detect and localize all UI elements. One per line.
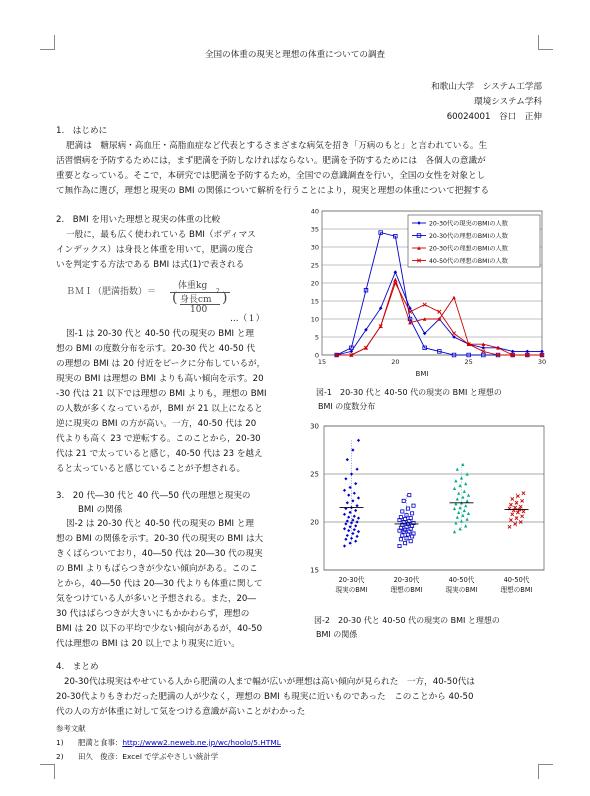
- section3-body-line: とから，40―50 代は 20―30 代よりも体重に関して: [56, 579, 263, 589]
- formula-number: …（１）: [230, 314, 265, 324]
- figure1-y-tick-label: 15: [310, 297, 319, 306]
- references-heading: 参考文献: [56, 724, 86, 733]
- formula-denominator: 身長cm: [180, 295, 212, 305]
- formula-exponent: 2: [216, 288, 220, 295]
- figure2-category-label: 20-30代: [338, 576, 365, 584]
- figure1-x-axis-label: BMI: [415, 370, 429, 378]
- section1-line: 活習慣病を予防するためには，まず肥満を予防しなければならない。肥満を予防するためには 各個人の意識が: [56, 156, 486, 166]
- section4-line: 20-30代よりもきわだった肥満の人が少なく，理想の BMI も現実に近いものであった このことから 40-50: [56, 692, 474, 702]
- section3-body-line: 図-2 は 20-30 代と 40-50 代の現実の BMI と理: [66, 519, 255, 529]
- figure2-y-tick-label: 20: [310, 518, 319, 527]
- figure1-y-tick-label: 30: [310, 243, 319, 252]
- references: [56, 722, 281, 764]
- figure1-y-tick-label: 35: [310, 225, 319, 234]
- section3-body-line: 想の BMI の関係を示す。20-30 代の現実の BMI は大: [56, 534, 264, 544]
- section4-body: [56, 675, 475, 720]
- figure2-caption: [314, 614, 500, 642]
- section2-body-line: 図-1 は 20-30 代と 40-50 代の現実の BMI と理: [66, 329, 255, 339]
- crop-mark-bottom-right: [538, 764, 553, 779]
- section3-heading: 3. 20 代―30 代と 40 代―50 代の理想と現実の: [56, 491, 251, 501]
- section3-body-line: BMI は 20 以下の平均で少ない傾向があるが，40-50: [56, 624, 263, 634]
- formula-paren-open: (: [172, 290, 178, 306]
- section2-body-line: の人数が多くなっているが，BMI が 21 以上になると: [56, 404, 263, 414]
- figure1-x-tick-label: 30: [537, 358, 547, 366]
- section2-intro: [56, 228, 256, 273]
- figure1-x-tick-label: 15: [317, 358, 327, 366]
- reference-label: 田久 俊彦：Excel で学ぶやさしい統計学: [77, 752, 219, 761]
- figure2-plot-area: [310, 423, 544, 595]
- figure2-y-tick-label: 25: [310, 470, 319, 479]
- figure1-caption-line: BMI の度数分布: [318, 402, 376, 411]
- figure1-plot-area: [311, 208, 546, 379]
- figure2-y-tick-label: 30: [310, 422, 319, 431]
- section2-body-line: 現実の BMI は理想の BMI よりも高い傾向を示す。20: [56, 374, 264, 384]
- figure2-category-label: 40-50代: [448, 576, 475, 584]
- formula-paren-close: ): [222, 290, 228, 306]
- section3-body-line: の BMI よりもばらつきが少ない傾向がある。このこ: [56, 564, 258, 574]
- section1-heading: 1. はじめに: [56, 126, 108, 136]
- formula-numerator: 体重kg: [178, 281, 208, 291]
- section3-body-line: 30 代はばらつきが大きいにもかかわらず，理想の: [56, 609, 250, 619]
- section1-line: て無作為に選び，理想と現実の BMI の関係について解析を行うことにより，現実と理想の体重について把握する: [56, 186, 490, 196]
- section2-body-line: ると太っていると感じていることが予想される。: [56, 464, 246, 474]
- section3-body-line: きくばらついており，40―50 代は 20―30 代の現実: [56, 549, 263, 559]
- section2-heading: 2. BMI を用いた理想と現実の体重の比較: [56, 215, 221, 225]
- section3-body-line: 気をつけている人が多いと予想される。また，20―: [56, 594, 256, 604]
- figure1-x-tick-label: 25: [464, 358, 473, 366]
- section1-body: [56, 139, 489, 199]
- section2-intro-line: いを判定する方法である BMI は式(1)で表される: [56, 260, 245, 270]
- crop-mark-bottom-left: [40, 764, 55, 779]
- section2-intro-line: 一般に，最も広く使われている BMI（ボディマス: [66, 230, 256, 240]
- figure1-legend-label: 20-30代の理想のBMIの人数: [429, 232, 508, 240]
- section2-body-line: -30 代は 21 以下では理想の BMI よりも，理想の BMI: [56, 389, 267, 399]
- section1-line: 重要となっている。そこで，本研究では肥満を予防するため，全国での意識調査を行い，全国の女性を対象とし: [56, 171, 486, 181]
- figure2-category-label: 理想のBMI: [390, 586, 423, 594]
- section1-line: 肥満は 糖尿病・高血圧・高脂血症など代表とするさまざまな病気を招き「万病のもと」と言われている。生: [66, 141, 488, 151]
- section2-body: [56, 327, 267, 477]
- figure2-caption-line: BMI の関係: [316, 630, 358, 639]
- author-department: 環境システム学科: [474, 97, 542, 107]
- figure2-scatter-chart: [300, 418, 550, 610]
- figure2-category-label: 40-50代: [503, 576, 530, 584]
- figure2-category-label: 現実のBMI: [445, 586, 478, 594]
- figure1-x-tick-label: 20: [391, 358, 400, 366]
- author-affiliation: 和歌山大学 システム工学部: [431, 82, 542, 92]
- figure2-category-label: 現実のBMI: [335, 586, 368, 594]
- formula-divisor: 100: [190, 305, 208, 315]
- paper-title: 全国の体重の現実と理想の体重についての調査: [204, 50, 386, 60]
- section4-heading: 4. まとめ: [56, 662, 99, 672]
- figure2-caption-line: 図-2 20-30 代と 40-50 代の現実の BMI と理想の: [314, 616, 500, 625]
- section3-body: [56, 517, 263, 652]
- reference-label: 肥満と食事：: [77, 738, 123, 747]
- reference-item: [56, 750, 281, 764]
- author-student: 60024001 谷口 正伸: [446, 112, 542, 122]
- figure1-y-tick-label: 0: [314, 351, 319, 360]
- section2-body-line: 想の BMI の度数分布を示す。20-30 代と 40-50 代: [56, 344, 256, 354]
- figure1-legend-label: 20-30代の現実のBMIの人数: [429, 220, 508, 228]
- figure1-line-chart: [300, 203, 550, 385]
- figure2-category-label: 理想のBMI: [500, 586, 533, 594]
- figure1-legend-label: 40-50代の理想のBMIの人数: [429, 257, 508, 265]
- section2-body-line: 代は 21 で太っていると感じ，40-50 代は 23 を越え: [56, 449, 263, 459]
- section4-line: 代の人の方が体重に対して気をつける意識が高いことがわかった: [56, 707, 306, 717]
- reference-number: 1): [56, 738, 64, 747]
- section3-heading-cont: BMI の関係: [78, 505, 123, 515]
- section2-body-line: の理想の BMI は 20 付近をピークに分布しているが，: [56, 359, 266, 369]
- figure1-y-tick-label: 5: [314, 333, 319, 342]
- figure2-y-tick-label: 15: [310, 566, 319, 575]
- section3-body-line: 代は理想の BMI は 20 以上でより現実に近い。: [56, 639, 240, 649]
- reference-number: 2): [56, 752, 64, 761]
- formula-lhs: ＢＭＩ（肥満指数）＝: [66, 287, 157, 297]
- section2-body-line: 代よりも高く 23 で逆転する。このことから，20-30: [56, 434, 261, 444]
- figure1-y-tick-label: 25: [310, 261, 319, 270]
- figure2-category-label: 20-30代: [393, 576, 420, 584]
- figure1-y-tick-label: 10: [310, 315, 319, 324]
- section2-body-line: 逆に現実の BMI の方が高い。一方，40-50 代は 20: [56, 419, 257, 429]
- figure1-caption-line: 図-1 20-30 代と 40-50 代の現実の BMI と理想の: [316, 388, 502, 397]
- figure1-y-tick-label: 20: [310, 279, 319, 288]
- section4-line: 20-30代は現実はやせている人から肥満の人まで幅が広いが理想は高い傾向が見られた 一方，40-50代は: [64, 677, 475, 687]
- figure1-y-tick-label: 40: [310, 207, 319, 216]
- section2-intro-line: インデックス）は身長と体重を用いて，肥満の度合: [56, 245, 254, 255]
- reference-item: [56, 736, 281, 750]
- figure1-legend-label: 20-30代の理想のBMIの人数: [429, 245, 508, 253]
- reference-link[interactable]: http://www2.neweb.ne.jp/wc/hoolo/5.HTML: [122, 738, 281, 747]
- figure1-legend: [408, 215, 540, 267]
- figure1-caption: [316, 386, 502, 414]
